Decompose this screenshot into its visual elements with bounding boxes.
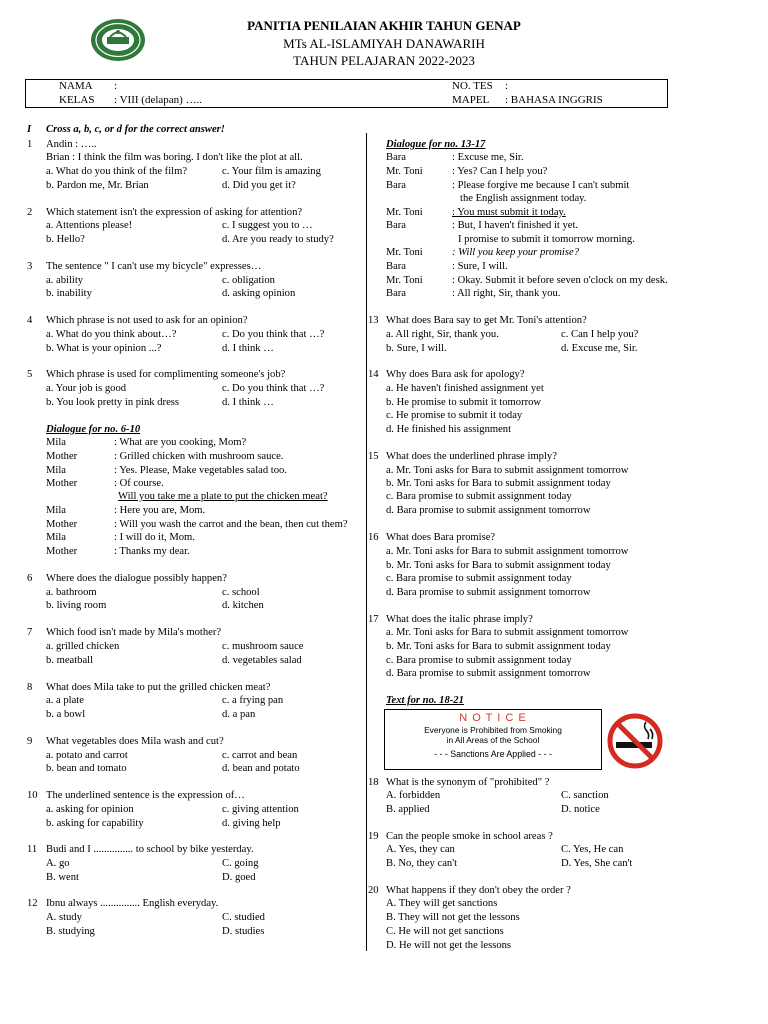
- kelas-label: KELAS: [59, 94, 95, 106]
- notice-line-3: - - - Sanctions Are Applied - - -: [434, 749, 552, 759]
- option-a[interactable]: A. Yes, they can: [386, 844, 455, 855]
- underlined-phrase: : You must submit it today.: [452, 207, 566, 218]
- header-school: MTs AL-ISLAMIYAH DANAWARIH: [283, 36, 485, 51]
- option-d[interactable]: D. He will not get the lessons: [386, 940, 512, 951]
- option-c[interactable]: C. going: [222, 858, 259, 869]
- option-c[interactable]: c. Do you think that …?: [222, 383, 325, 394]
- option-c[interactable]: c. obligation: [222, 275, 275, 286]
- option-d[interactable]: d. I think …: [222, 343, 274, 354]
- option-b[interactable]: b. meatball: [46, 655, 94, 666]
- option-c[interactable]: C. Yes, He can: [561, 844, 624, 855]
- option-a[interactable]: a. potato and carrot: [46, 750, 128, 761]
- mapel-value: : BAHASA INGGRIS: [505, 94, 603, 106]
- nama-label: NAMA: [59, 80, 93, 92]
- option-a[interactable]: a. Mr. Toni asks for Bara to submit assignment tomorrow: [386, 465, 629, 476]
- option-d[interactable]: d. a pan: [222, 709, 256, 720]
- option-c[interactable]: c. Can I help you?: [561, 329, 639, 340]
- option-d[interactable]: D. notice: [561, 804, 600, 815]
- option-b[interactable]: b. living room: [46, 600, 107, 611]
- option-b[interactable]: b. What is your opinion ...?: [46, 343, 162, 354]
- option-b[interactable]: B. went: [46, 872, 79, 883]
- option-d[interactable]: d. Excuse me, Sir.: [561, 343, 638, 354]
- option-b[interactable]: B. No, they can't: [386, 858, 458, 869]
- option-c[interactable]: c. school: [222, 587, 260, 598]
- option-b[interactable]: B. They will not get the lessons: [386, 912, 520, 923]
- option-b[interactable]: b. bean and tomato: [46, 763, 127, 774]
- option-c[interactable]: C. He will not get sanctions: [386, 926, 504, 937]
- option-a[interactable]: A. study: [46, 912, 82, 923]
- option-d[interactable]: D. Yes, She can't: [561, 858, 633, 869]
- option-c[interactable]: c. I suggest you to …: [222, 220, 313, 231]
- notes-value[interactable]: :: [505, 80, 509, 92]
- option-d[interactable]: d. vegetables salad: [222, 655, 302, 666]
- option-a[interactable]: a. grilled chicken: [46, 641, 120, 652]
- option-a[interactable]: a. Your job is good: [46, 383, 127, 394]
- option-b[interactable]: B. studying: [46, 926, 95, 937]
- option-c[interactable]: c. Bara promise to submit assignment today: [386, 573, 572, 584]
- dialogue-6-10-title: Dialogue for no. 6-10: [46, 424, 141, 435]
- option-d[interactable]: d. bean and potato: [222, 763, 300, 774]
- option-a[interactable]: a. What do you think about…?: [46, 329, 177, 340]
- option-d[interactable]: d. asking opinion: [222, 288, 296, 299]
- header-year: TAHUN PELAJARAN 2022-2023: [293, 53, 475, 68]
- notice-title: N O T I C E: [459, 712, 527, 724]
- option-d[interactable]: d. Bara promise to submit assignment tomorrow: [386, 587, 591, 598]
- nama-value[interactable]: :: [114, 80, 118, 92]
- option-a[interactable]: a. a plate: [46, 695, 84, 706]
- option-c[interactable]: c. Your film is amazing: [222, 166, 321, 177]
- option-a[interactable]: A. They will get sanctions: [386, 898, 498, 909]
- underlined-sentence: Will you take me a plate to put the chicken meat?: [118, 491, 328, 502]
- option-c[interactable]: c. carrot and bean: [222, 750, 298, 761]
- text-18-21-title: Text for no. 18-21: [386, 695, 464, 706]
- option-b[interactable]: b. Mr. Toni asks for Bara to submit assignment today: [386, 641, 611, 652]
- option-c[interactable]: C. studied: [222, 912, 265, 923]
- option-c[interactable]: c. giving attention: [222, 804, 299, 815]
- option-a[interactable]: a. ability: [46, 275, 84, 286]
- option-b[interactable]: b. He promise to submit it tomorrow: [386, 397, 542, 408]
- option-a[interactable]: A. go: [46, 858, 70, 869]
- option-c[interactable]: c. a frying pan: [222, 695, 284, 706]
- option-d[interactable]: d. Did you get it?: [222, 180, 296, 191]
- option-c[interactable]: c. Bara promise to submit assignment today: [386, 655, 572, 666]
- option-d[interactable]: d. He finished his assignment: [386, 424, 512, 435]
- option-b[interactable]: b. Mr. Toni asks for Bara to submit assignment today: [386, 478, 611, 489]
- option-d[interactable]: D. studies: [222, 926, 265, 937]
- option-d[interactable]: d. Bara promise to submit assignment tomorrow: [386, 668, 591, 679]
- notice-line-1: Everyone is Prohibited from Smoking: [424, 725, 562, 735]
- option-d[interactable]: d. Bara promise to submit assignment tomorrow: [386, 505, 591, 516]
- mapel-label: MAPEL: [452, 94, 490, 106]
- option-b[interactable]: b. Sure, I will.: [386, 343, 447, 354]
- option-a[interactable]: a. What do you think of the film?: [46, 166, 188, 177]
- option-a[interactable]: a. Mr. Toni asks for Bara to submit assignment tomorrow: [386, 627, 629, 638]
- option-a[interactable]: a. All right, Sir, thank you.: [386, 329, 499, 340]
- section-number: I: [27, 124, 32, 135]
- option-d[interactable]: d. I think …: [222, 397, 274, 408]
- option-a[interactable]: a. bathroom: [46, 587, 97, 598]
- notice-line-2: in All Areas of the School: [446, 735, 540, 745]
- option-b[interactable]: b. inability: [46, 288, 92, 299]
- option-b[interactable]: b. Mr. Toni asks for Bara to submit assignment today: [386, 560, 611, 571]
- option-c[interactable]: c. mushroom sauce: [222, 641, 304, 652]
- option-b[interactable]: B. applied: [386, 804, 430, 815]
- option-d[interactable]: D. goed: [222, 872, 256, 883]
- option-a[interactable]: a. asking for opinion: [46, 804, 134, 815]
- option-d[interactable]: d. Are you ready to study?: [222, 234, 334, 245]
- option-d[interactable]: d. kitchen: [222, 600, 264, 611]
- option-d[interactable]: d. giving help: [222, 818, 281, 829]
- option-b[interactable]: b. Pardon me, Mr. Brian: [46, 180, 149, 191]
- column-divider: [366, 133, 367, 951]
- kelas-value[interactable]: : VIII (delapan) …..: [114, 94, 203, 106]
- option-c[interactable]: c. He promise to submit it today: [386, 410, 523, 421]
- notice-box: [384, 709, 602, 770]
- italic-phrase: : Will you keep your promise?: [452, 247, 579, 258]
- section-instruction: Cross a, b, c, or d for the correct answer!: [46, 124, 225, 135]
- option-b[interactable]: b. Hello?: [46, 234, 85, 245]
- option-c[interactable]: c. Do you think that …?: [222, 329, 325, 340]
- dialogue-13-17-title: Dialogue for no. 13-17: [386, 139, 486, 150]
- option-a[interactable]: a. Mr. Toni asks for Bara to submit assignment tomorrow: [386, 546, 629, 557]
- option-a[interactable]: A. forbidden: [386, 790, 441, 801]
- header-title: PANITIA PENILAIAN AKHIR TAHUN GENAP: [247, 18, 521, 33]
- no-smoking-icon: [606, 712, 664, 770]
- option-a[interactable]: a. Attentions please!: [46, 220, 133, 231]
- option-a[interactable]: a. He haven't finished assignment yet: [386, 383, 544, 394]
- notes-label: NO. TES: [452, 80, 493, 92]
- option-b[interactable]: b. a bowl: [46, 709, 86, 720]
- option-b[interactable]: b. You look pretty in pink dress: [46, 397, 180, 408]
- option-b[interactable]: b. asking for capability: [46, 818, 144, 829]
- option-c[interactable]: c. Bara promise to submit assignment today: [386, 491, 572, 502]
- option-c[interactable]: C. sanction: [561, 790, 609, 801]
